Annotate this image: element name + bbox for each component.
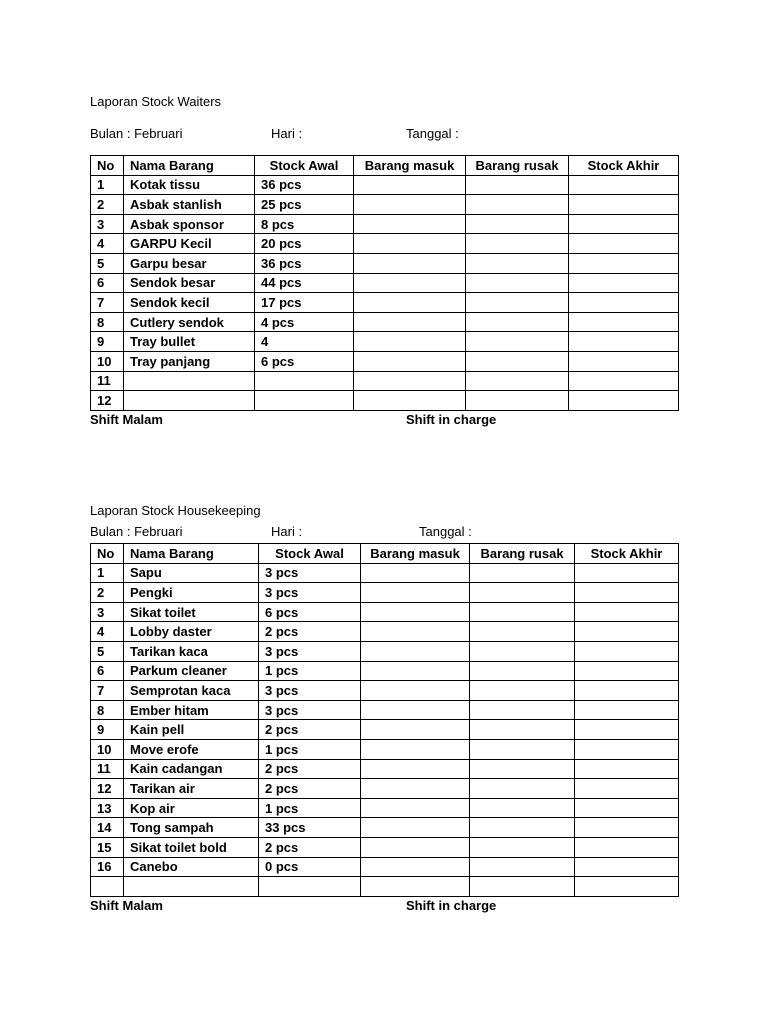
cell-barang-masuk xyxy=(361,739,470,759)
cell-barang-masuk xyxy=(361,583,470,603)
header-no: No xyxy=(91,544,124,564)
header-stock-akhir: Stock Akhir xyxy=(575,544,679,564)
cell-stock-awal: 2 pcs xyxy=(259,779,361,799)
cell-barang-rusak xyxy=(466,214,569,234)
cell-stock-akhir xyxy=(569,195,679,215)
cell-barang-rusak xyxy=(470,779,575,799)
header-no: No xyxy=(91,156,124,176)
cell-nama-barang: Ember hitam xyxy=(124,700,259,720)
cell-nama-barang: Sikat toilet bold xyxy=(124,837,259,857)
waiters-shift-in-charge: Shift in charge xyxy=(406,412,497,427)
table-row xyxy=(91,332,679,352)
cell-nama-barang: Tarikan kaca xyxy=(124,641,259,661)
waiters-stock-table xyxy=(90,155,679,411)
cell-stock-awal: 3 pcs xyxy=(259,681,361,701)
cell-stock-awal: 25 pcs xyxy=(255,195,354,215)
cell-barang-rusak xyxy=(466,391,569,411)
cell-nama-barang: Semprotan kaca xyxy=(124,681,259,701)
header-stock-awal: Stock Awal xyxy=(255,156,354,176)
table-row xyxy=(91,583,679,603)
cell-stock-akhir xyxy=(575,779,679,799)
cell-no: 9 xyxy=(91,332,124,352)
cell-no: 3 xyxy=(91,214,124,234)
cell-nama-barang: Sikat toilet xyxy=(124,602,259,622)
cell-barang-masuk xyxy=(361,857,470,877)
header-barang-rusak: Barang rusak xyxy=(470,544,575,564)
cell-stock-akhir xyxy=(575,661,679,681)
cell-stock-awal: 1 pcs xyxy=(259,739,361,759)
cell-stock-akhir xyxy=(569,175,679,195)
cell-nama-barang: Kop air xyxy=(124,798,259,818)
cell-barang-masuk xyxy=(361,759,470,779)
cell-nama-barang: Parkum cleaner xyxy=(124,661,259,681)
cell-stock-akhir xyxy=(569,214,679,234)
cell-barang-masuk xyxy=(361,641,470,661)
cell-stock-akhir xyxy=(569,293,679,313)
header-barang-rusak: Barang rusak xyxy=(466,156,569,176)
cell-nama-barang: Sendok besar xyxy=(124,273,255,293)
cell-nama-barang: Kotak tissu xyxy=(124,175,255,195)
table-row xyxy=(91,234,679,254)
cell-stock-akhir xyxy=(569,332,679,352)
cell-nama-barang xyxy=(124,371,255,391)
table-row xyxy=(91,371,679,391)
cell-barang-rusak xyxy=(470,641,575,661)
cell-stock-awal: 2 pcs xyxy=(259,837,361,857)
cell-barang-rusak xyxy=(470,720,575,740)
cell-no: 4 xyxy=(91,622,124,642)
cell-stock-awal: 8 pcs xyxy=(255,214,354,234)
cell-barang-masuk xyxy=(354,391,466,411)
cell-barang-masuk xyxy=(361,877,470,897)
cell-barang-rusak xyxy=(470,700,575,720)
cell-barang-rusak xyxy=(470,798,575,818)
cell-stock-akhir xyxy=(575,759,679,779)
table-row xyxy=(91,563,679,583)
cell-barang-masuk xyxy=(361,563,470,583)
waiters-bulan: Bulan : Februari xyxy=(90,126,183,141)
cell-barang-rusak xyxy=(470,739,575,759)
cell-nama-barang: Tarikan air xyxy=(124,779,259,799)
cell-stock-awal xyxy=(259,877,361,897)
cell-barang-masuk xyxy=(361,818,470,838)
cell-nama-barang: GARPU Kecil xyxy=(124,234,255,254)
table-header-row xyxy=(91,544,679,564)
cell-no: 9 xyxy=(91,720,124,740)
cell-nama-barang: Asbak stanlish xyxy=(124,195,255,215)
housekeeping-shift-in-charge: Shift in charge xyxy=(406,898,497,913)
cell-no: 12 xyxy=(91,779,124,799)
cell-stock-akhir xyxy=(569,253,679,273)
cell-no: 7 xyxy=(91,293,124,313)
cell-barang-rusak xyxy=(466,332,569,352)
table-row xyxy=(91,759,679,779)
cell-stock-akhir xyxy=(575,857,679,877)
cell-nama-barang: Sapu xyxy=(124,563,259,583)
header-nama-barang: Nama Barang xyxy=(124,544,259,564)
table-row xyxy=(91,798,679,818)
table-row xyxy=(91,622,679,642)
cell-stock-awal: 2 pcs xyxy=(259,622,361,642)
cell-stock-awal: 2 pcs xyxy=(259,759,361,779)
cell-barang-masuk xyxy=(361,622,470,642)
cell-no: 8 xyxy=(91,312,124,332)
cell-stock-awal: 3 pcs xyxy=(259,583,361,603)
cell-nama-barang: Garpu besar xyxy=(124,253,255,273)
cell-no: 5 xyxy=(91,253,124,273)
cell-no: 8 xyxy=(91,700,124,720)
housekeeping-title: Laporan Stock Housekeeping xyxy=(90,503,261,518)
table-row xyxy=(91,602,679,622)
table-row xyxy=(91,253,679,273)
table-row xyxy=(91,312,679,332)
cell-stock-awal: 33 pcs xyxy=(259,818,361,838)
cell-stock-awal: 1 pcs xyxy=(259,798,361,818)
waiters-hari: Hari : xyxy=(271,126,303,141)
cell-barang-rusak xyxy=(466,175,569,195)
cell-barang-rusak xyxy=(470,602,575,622)
cell-nama-barang: Canebo xyxy=(124,857,259,877)
cell-barang-rusak xyxy=(466,351,569,371)
cell-stock-awal: 44 pcs xyxy=(255,273,354,293)
cell-no: 1 xyxy=(91,563,124,583)
cell-barang-rusak xyxy=(466,312,569,332)
cell-no: 12 xyxy=(91,391,124,411)
cell-nama-barang xyxy=(124,877,259,897)
table-row xyxy=(91,214,679,234)
housekeeping-shift-malam: Shift Malam xyxy=(90,898,163,913)
cell-stock-awal: 3 pcs xyxy=(259,641,361,661)
cell-nama-barang: Asbak sponsor xyxy=(124,214,255,234)
cell-barang-masuk xyxy=(354,253,466,273)
cell-stock-awal: 17 pcs xyxy=(255,293,354,313)
cell-stock-akhir xyxy=(575,583,679,603)
cell-nama-barang: Kain cadangan xyxy=(124,759,259,779)
cell-nama-barang: Pengki xyxy=(124,583,259,603)
cell-no: 3 xyxy=(91,602,124,622)
cell-stock-awal: 6 pcs xyxy=(255,351,354,371)
table-row xyxy=(91,700,679,720)
cell-no: 10 xyxy=(91,351,124,371)
housekeeping-tanggal: Tanggal : xyxy=(419,524,472,539)
cell-stock-akhir xyxy=(575,837,679,857)
cell-barang-rusak xyxy=(470,661,575,681)
cell-stock-akhir xyxy=(575,641,679,661)
cell-barang-rusak xyxy=(466,293,569,313)
housekeeping-stock-table xyxy=(90,543,679,897)
header-stock-akhir: Stock Akhir xyxy=(569,156,679,176)
waiters-tanggal: Tanggal : xyxy=(406,126,459,141)
cell-stock-akhir xyxy=(575,877,679,897)
cell-barang-rusak xyxy=(470,857,575,877)
cell-barang-masuk xyxy=(361,798,470,818)
cell-barang-masuk xyxy=(354,312,466,332)
cell-stock-awal: 36 pcs xyxy=(255,253,354,273)
cell-nama-barang: Cutlery sendok xyxy=(124,312,255,332)
cell-stock-awal: 0 pcs xyxy=(259,857,361,877)
cell-no xyxy=(91,877,124,897)
table-row xyxy=(91,195,679,215)
cell-stock-awal xyxy=(255,371,354,391)
cell-barang-rusak xyxy=(470,759,575,779)
cell-no: 10 xyxy=(91,739,124,759)
cell-barang-rusak xyxy=(470,837,575,857)
cell-no: 11 xyxy=(91,759,124,779)
header-barang-masuk: Barang masuk xyxy=(361,544,470,564)
table-row xyxy=(91,293,679,313)
cell-no: 4 xyxy=(91,234,124,254)
cell-barang-masuk xyxy=(354,273,466,293)
cell-stock-akhir xyxy=(569,351,679,371)
table-row xyxy=(91,720,679,740)
cell-stock-awal: 3 pcs xyxy=(259,563,361,583)
table-row xyxy=(91,641,679,661)
cell-no: 2 xyxy=(91,583,124,603)
table-row xyxy=(91,175,679,195)
table-row xyxy=(91,391,679,411)
table-row xyxy=(91,273,679,293)
cell-barang-masuk xyxy=(354,293,466,313)
header-barang-masuk: Barang masuk xyxy=(354,156,466,176)
cell-stock-akhir xyxy=(575,798,679,818)
waiters-shift-malam: Shift Malam xyxy=(90,412,163,427)
cell-nama-barang: Move erofe xyxy=(124,739,259,759)
cell-stock-awal: 4 xyxy=(255,332,354,352)
cell-no: 6 xyxy=(91,273,124,293)
cell-barang-masuk xyxy=(361,681,470,701)
header-stock-awal: Stock Awal xyxy=(259,544,361,564)
waiters-title: Laporan Stock Waiters xyxy=(90,94,222,109)
cell-no: 1 xyxy=(91,175,124,195)
cell-barang-masuk xyxy=(354,214,466,234)
cell-barang-masuk xyxy=(361,602,470,622)
cell-stock-akhir xyxy=(575,681,679,701)
cell-stock-akhir xyxy=(575,602,679,622)
table-row xyxy=(91,681,679,701)
cell-no: 6 xyxy=(91,661,124,681)
table-row xyxy=(91,661,679,681)
cell-barang-rusak xyxy=(470,563,575,583)
cell-barang-rusak xyxy=(470,583,575,603)
cell-barang-masuk xyxy=(361,700,470,720)
cell-no: 7 xyxy=(91,681,124,701)
cell-no: 14 xyxy=(91,818,124,838)
cell-nama-barang: Sendok kecil xyxy=(124,293,255,313)
cell-no: 13 xyxy=(91,798,124,818)
table-row xyxy=(91,818,679,838)
cell-stock-akhir xyxy=(575,622,679,642)
cell-stock-awal: 6 pcs xyxy=(259,602,361,622)
housekeeping-hari: Hari : xyxy=(271,524,303,539)
cell-stock-akhir xyxy=(569,312,679,332)
cell-no: 5 xyxy=(91,641,124,661)
table-header-row xyxy=(91,156,679,176)
cell-barang-masuk xyxy=(361,720,470,740)
cell-stock-awal xyxy=(255,391,354,411)
header-nama-barang: Nama Barang xyxy=(124,156,255,176)
cell-barang-masuk xyxy=(354,371,466,391)
cell-barang-rusak xyxy=(470,622,575,642)
cell-nama-barang: Tray panjang xyxy=(124,351,255,371)
cell-barang-rusak xyxy=(470,681,575,701)
cell-stock-awal: 4 pcs xyxy=(255,312,354,332)
cell-stock-awal: 20 pcs xyxy=(255,234,354,254)
cell-barang-rusak xyxy=(466,253,569,273)
cell-stock-akhir xyxy=(575,818,679,838)
cell-stock-akhir xyxy=(569,371,679,391)
cell-no: 11 xyxy=(91,371,124,391)
cell-stock-akhir xyxy=(575,700,679,720)
cell-no: 15 xyxy=(91,837,124,857)
housekeeping-bulan: Bulan : Februari xyxy=(90,524,183,539)
cell-barang-masuk xyxy=(354,195,466,215)
table-row xyxy=(91,877,679,897)
cell-stock-akhir xyxy=(569,391,679,411)
cell-barang-masuk xyxy=(361,837,470,857)
cell-stock-akhir xyxy=(569,234,679,254)
cell-barang-rusak xyxy=(466,273,569,293)
cell-nama-barang xyxy=(124,391,255,411)
cell-barang-rusak xyxy=(466,371,569,391)
cell-stock-akhir xyxy=(569,273,679,293)
cell-barang-rusak xyxy=(466,195,569,215)
cell-nama-barang: Kain pell xyxy=(124,720,259,740)
cell-nama-barang: Tong sampah xyxy=(124,818,259,838)
cell-stock-awal: 2 pcs xyxy=(259,720,361,740)
cell-barang-masuk xyxy=(354,175,466,195)
cell-stock-awal: 3 pcs xyxy=(259,700,361,720)
cell-stock-akhir xyxy=(575,563,679,583)
cell-barang-rusak xyxy=(466,234,569,254)
table-row xyxy=(91,739,679,759)
cell-stock-akhir xyxy=(575,739,679,759)
cell-barang-masuk xyxy=(361,661,470,681)
table-row xyxy=(91,857,679,877)
cell-stock-akhir xyxy=(575,720,679,740)
cell-stock-awal: 1 pcs xyxy=(259,661,361,681)
cell-nama-barang: Lobby daster xyxy=(124,622,259,642)
cell-barang-masuk xyxy=(354,234,466,254)
cell-barang-rusak xyxy=(470,818,575,838)
cell-nama-barang: Tray bullet xyxy=(124,332,255,352)
table-row xyxy=(91,779,679,799)
table-row xyxy=(91,351,679,371)
cell-barang-masuk xyxy=(354,351,466,371)
cell-no: 16 xyxy=(91,857,124,877)
cell-stock-awal: 36 pcs xyxy=(255,175,354,195)
cell-barang-rusak xyxy=(470,877,575,897)
table-row xyxy=(91,837,679,857)
cell-no: 2 xyxy=(91,195,124,215)
cell-barang-masuk xyxy=(361,779,470,799)
cell-barang-masuk xyxy=(354,332,466,352)
